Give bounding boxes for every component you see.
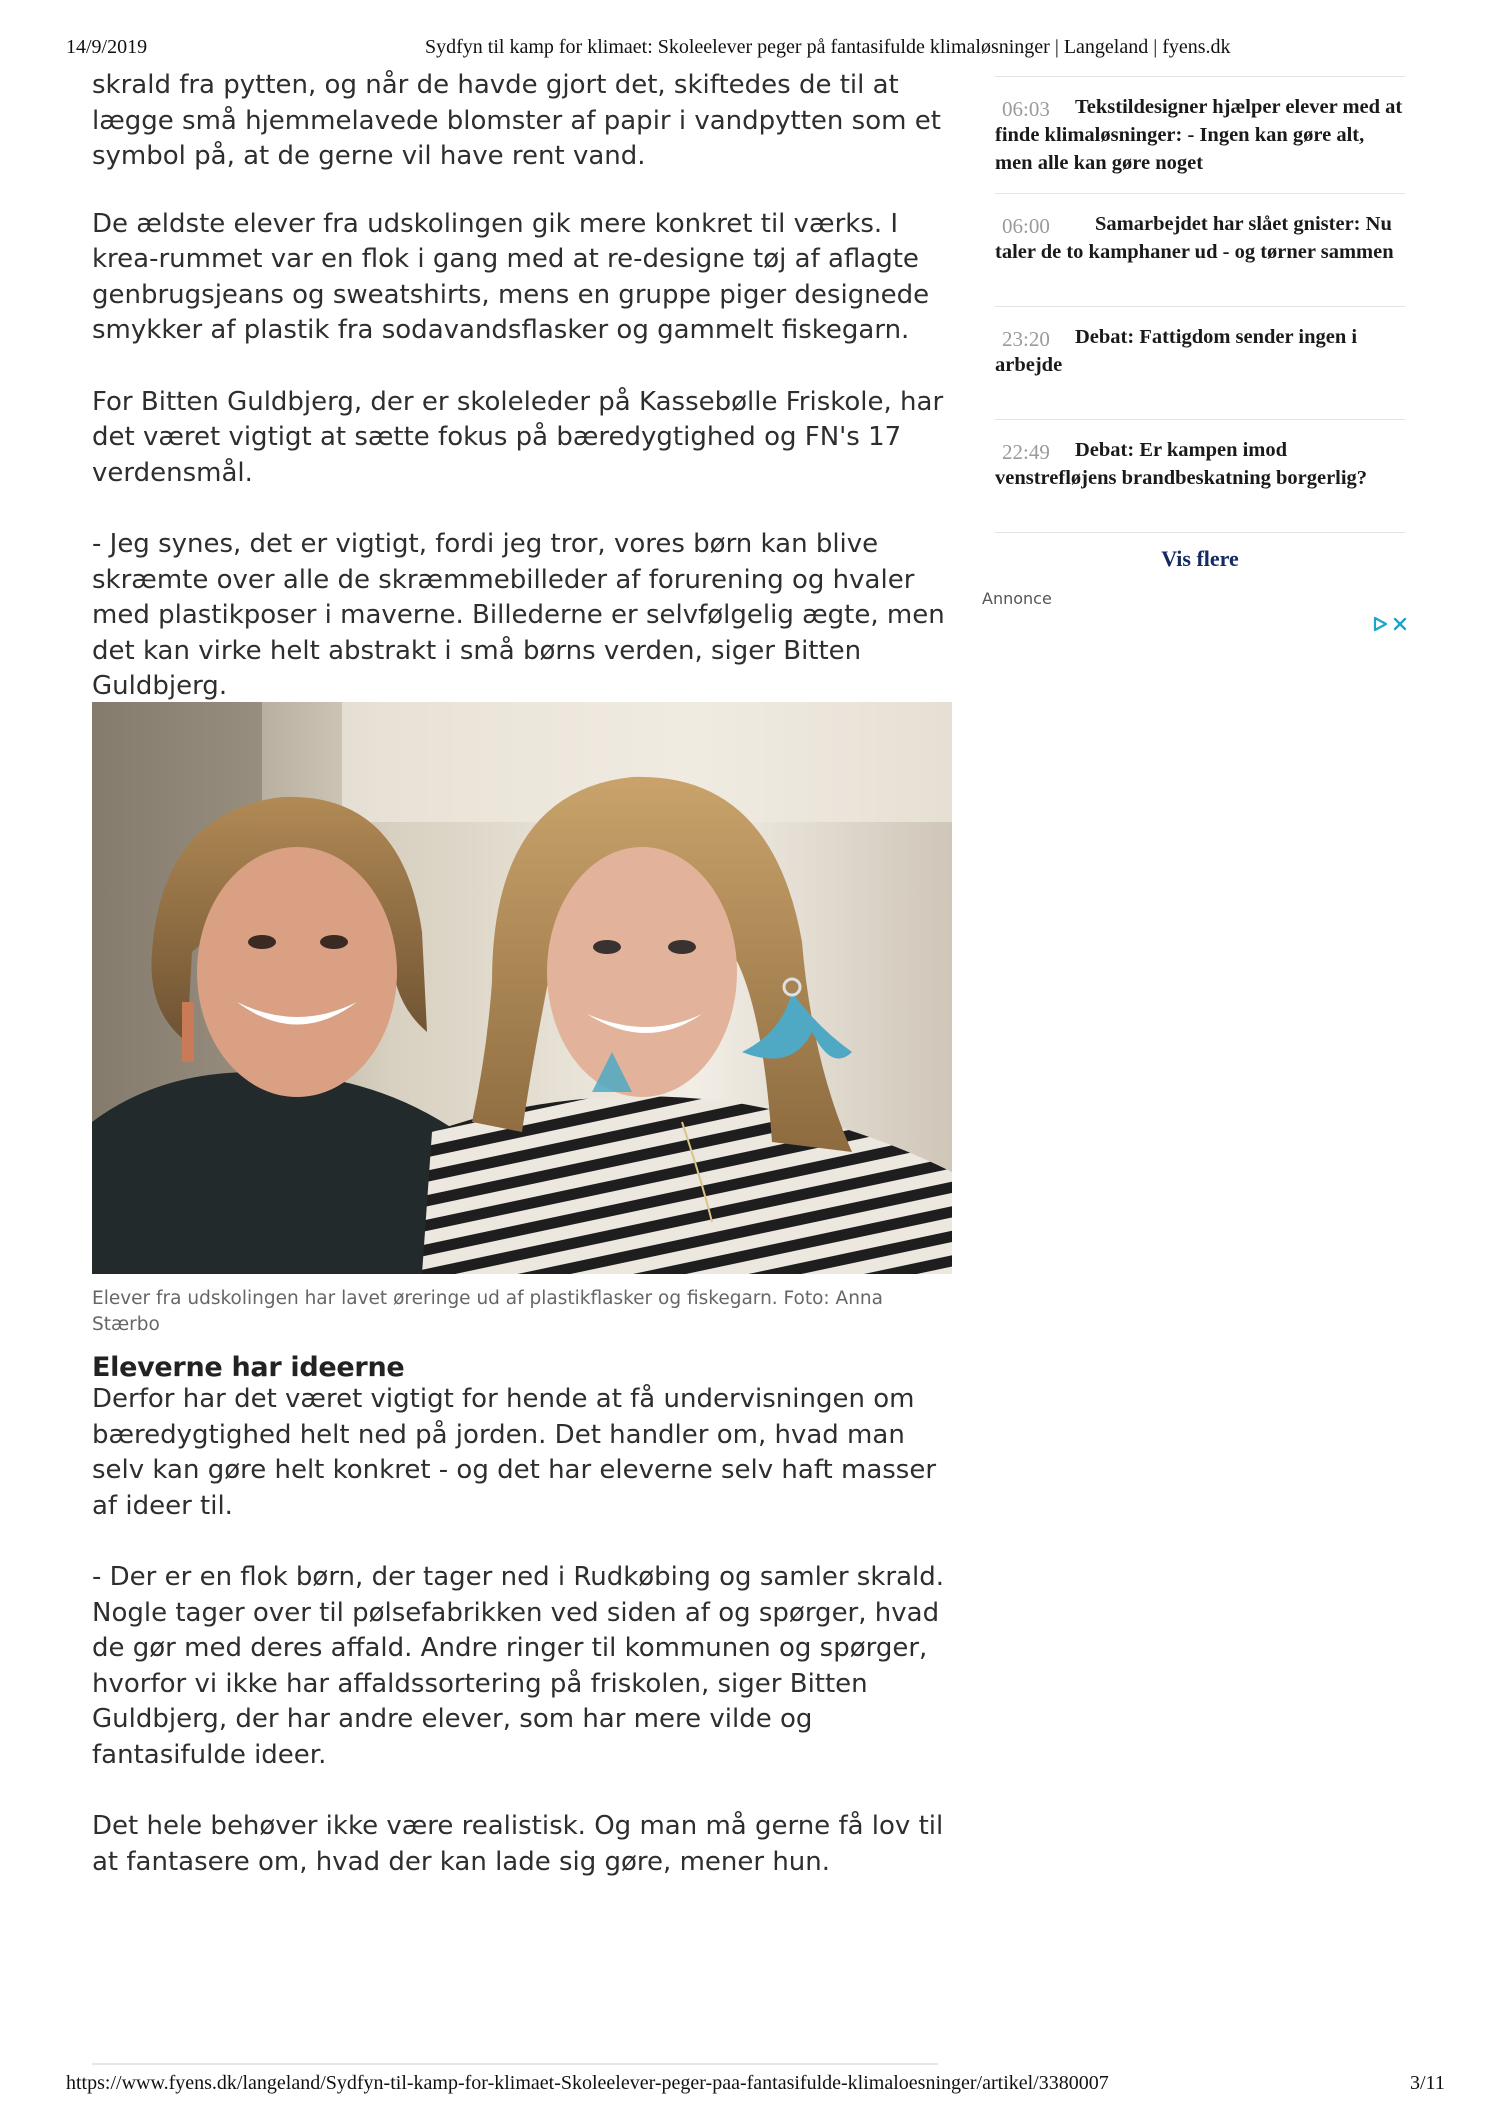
divider: [995, 532, 1405, 534]
ad-choices-icon[interactable]: [1372, 616, 1388, 632]
print-footer: [0, 2072, 1500, 2102]
divider: [92, 2063, 938, 2065]
close-icon[interactable]: [1392, 616, 1408, 632]
photo-caption: Elever fra udskolingen har lavet øreringe ud af plastikflasker og fiskegarn. Foto: Anna Stærbo: [92, 1288, 883, 1335]
show-more-link[interactable]: Vis flere: [1161, 546, 1239, 571]
article-paragraph: Det hele behøver ikke være realistisk. Og man må gerne få lov til at fantasere om, hvad der kan lade sig gøre, mener hun.: [92, 1811, 944, 1877]
news-title-link[interactable]: Debat: Fattigdom sender ingen i arbejde: [995, 326, 1358, 376]
news-item[interactable]: [995, 306, 1405, 419]
article-body-continued: [92, 1382, 952, 1916]
article-paragraph: skrald fra pytten, og når de havde gjort det, skiftedes de til at lægge små hjemmelavede blomster af papir i vandpytten som et symbol på, at de gerne vil have rent vand.: [92, 70, 941, 171]
page-number: 3/11: [1410, 2072, 1445, 2094]
article-paragraph: Derfor har det været vigtigt for hende at få undervisningen om bæredygtighed helt ned på jorden. Det handler om, hvad man selv kan gøre helt konkret - og det har eleverne selv haft masser af ideer til.: [92, 1384, 937, 1521]
article-paragraph: De ældste elever fra udskolingen gik mere konkret til værks. I krea-rummet var en flok i gang med at re-designe tøj af aflagte genbrugsjeans og sweatshirts, mens en gruppe piger designede smykker af plastik fra sodavandsflasker og gammelt fiskegarn.: [92, 208, 930, 345]
article-paragraph: For Bitten Guldbjerg, der er skoleleder på Kassebølle Friskole, har det været vigtigt at sætte fokus på bæredygtighed og FN's 17 verdensmål.: [92, 386, 944, 488]
news-time: 22:49: [1002, 440, 1050, 464]
news-time: 06:03: [1002, 97, 1050, 121]
news-list: [995, 76, 1405, 532]
article-body: [92, 68, 952, 741]
print-url: https://www.fyens.dk/langeland/Sydfyn-til-kamp-for-klimaet-Skoleelever-peger-paa-fantasifulde-klimaloesninger/artikel/3380007: [66, 2072, 1109, 2094]
news-time: 06:00: [1002, 214, 1050, 238]
print-page-title: Sydfyn til kamp for klimaet: Skoleelever peger på fantasifulde klimaløsninger | Langeland | fyens.dk: [425, 36, 1231, 58]
news-item[interactable]: [995, 76, 1405, 193]
news-item[interactable]: [995, 419, 1405, 532]
latest-news-sidebar: [995, 76, 1405, 572]
article-photo: [92, 702, 952, 1274]
news-title-link[interactable]: Tekstildesigner hjælper elever med at finde klimaløsninger: - Ingen kan gøre alt, men alle kan gøre noget: [995, 96, 1403, 174]
section-subheading: Eleverne har ideerne: [92, 1352, 405, 1383]
news-item[interactable]: [995, 193, 1405, 306]
article-paragraph: - Der er en flok børn, der tager ned i Rudkøbing og samler skrald. Nogle tager over til pølsefabrikken ved siden af og spørger, hvad de gør med deres affald. Andre ringer til kommunen og spørger, hvorfor vi ikke har affaldssortering på friskolen, siger Bitten Guldbjerg, der har andre elever, som har mere vilde og fantasifulde ideer.: [92, 1562, 945, 1770]
print-header: [0, 36, 1500, 66]
ad-label: Annonce: [982, 589, 1052, 608]
print-date: 14/9/2019: [66, 36, 148, 58]
article-paragraph: - Jeg synes, det er vigtigt, fordi jeg tror, vores børn kan blive skræmte over alle de skræmmebilleder af forurening og hvaler med plastikposer i maverne. Billederne er selvfølgelig ægte, men det kan virke helt abstrakt i små børns verden, siger Bitten Guldbjerg.: [92, 529, 945, 701]
news-time: 23:20: [1002, 327, 1050, 351]
news-title-link[interactable]: Debat: Er kampen imod venstrefløjens brandbeskatning borgerlig?: [995, 439, 1368, 489]
news-title-link[interactable]: Samarbejdet har slået gnister: Nu taler de to kamphaner ud - og tørner sammen: [995, 213, 1394, 263]
ad-controls: [1372, 616, 1408, 632]
photo-two-girls: [92, 702, 952, 1274]
